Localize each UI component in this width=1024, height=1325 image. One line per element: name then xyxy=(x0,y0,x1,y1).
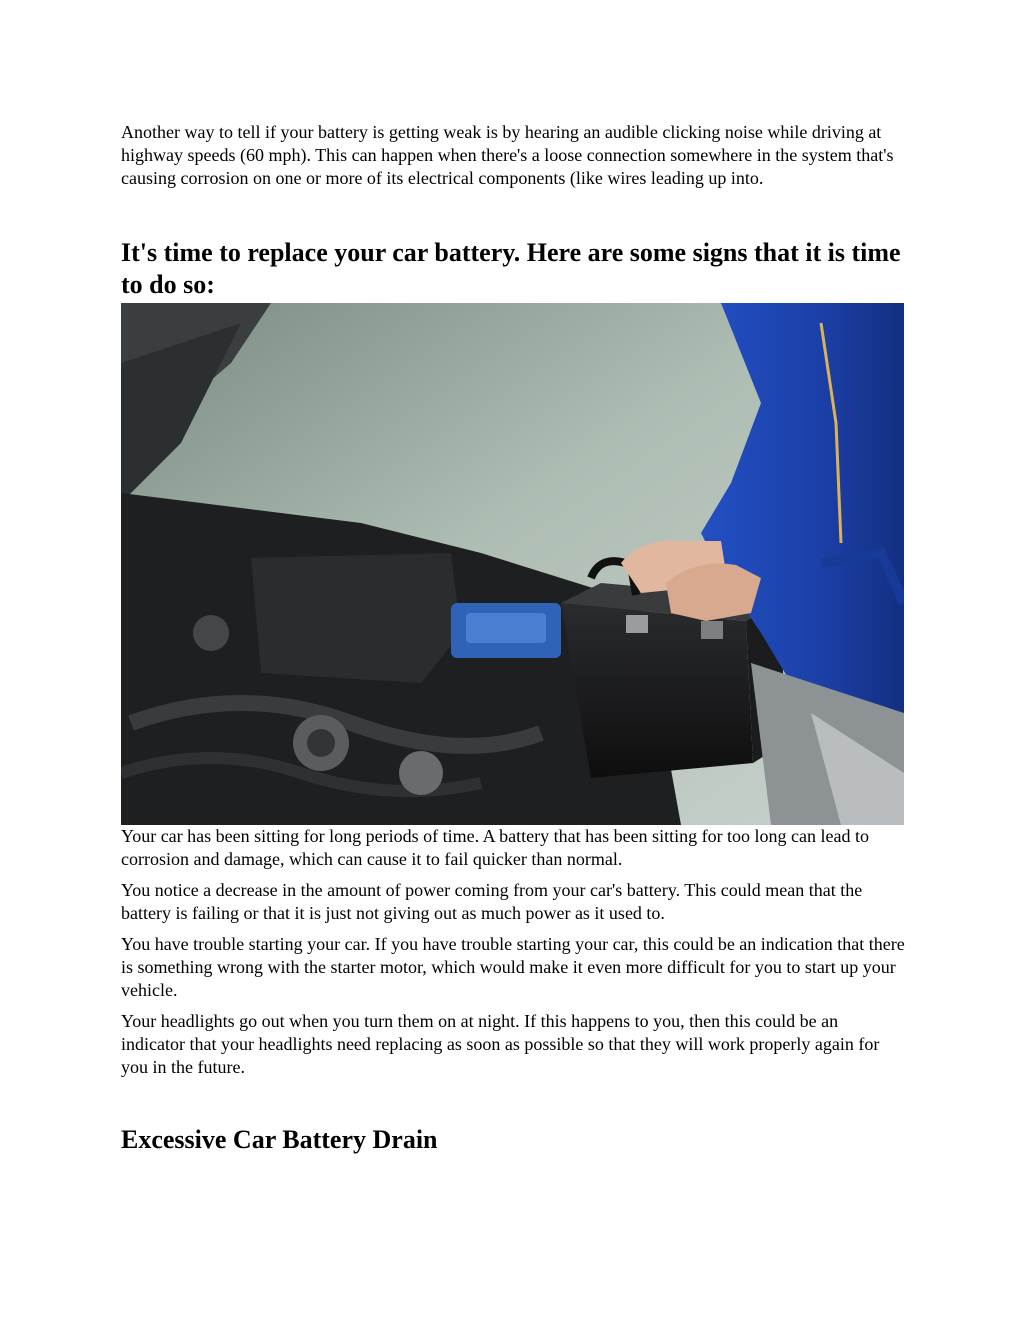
sign-paragraph: You have trouble starting your car. If you have trouble starting your car, this could be an indication that there is something wrong with the starter motor, which would make it even more difficult for you to start up your vehicle. xyxy=(121,934,905,1000)
battery-replacement-photo xyxy=(121,303,904,825)
document-page xyxy=(121,121,906,1156)
sign-paragraph: Your car has been sitting for long periods of time. A battery that has been sitting for too long can lead to corrosion and damage, which can cause it to fail quicker than normal. xyxy=(121,826,870,869)
sign-paragraph: Your headlights go out when you turn them on at night. If this happens to you, then this could be an indicator that your headlights need replacing as soon as possible so that they will work properly again for you in the future. xyxy=(121,1011,880,1077)
sign-paragraph: You notice a decrease in the amount of power coming from your car's battery. This could mean that the battery is failing or that it is just not giving out as much power as it used to. xyxy=(121,880,863,923)
heading-excessive-drain: Excessive Car Battery Drain xyxy=(121,1125,438,1154)
intro-paragraph: Another way to tell if your battery is getting weak is by hearing an audible clicking noise while driving at highway speeds (60 mph). This can happen when there's a loose connection somewhere in the system that's causing corrosion on one or more of its electrical components (like wires leading up into. xyxy=(121,122,894,188)
heading-replace-battery: It's time to replace your car battery. Here are some signs that it is time to do so: xyxy=(121,238,901,299)
